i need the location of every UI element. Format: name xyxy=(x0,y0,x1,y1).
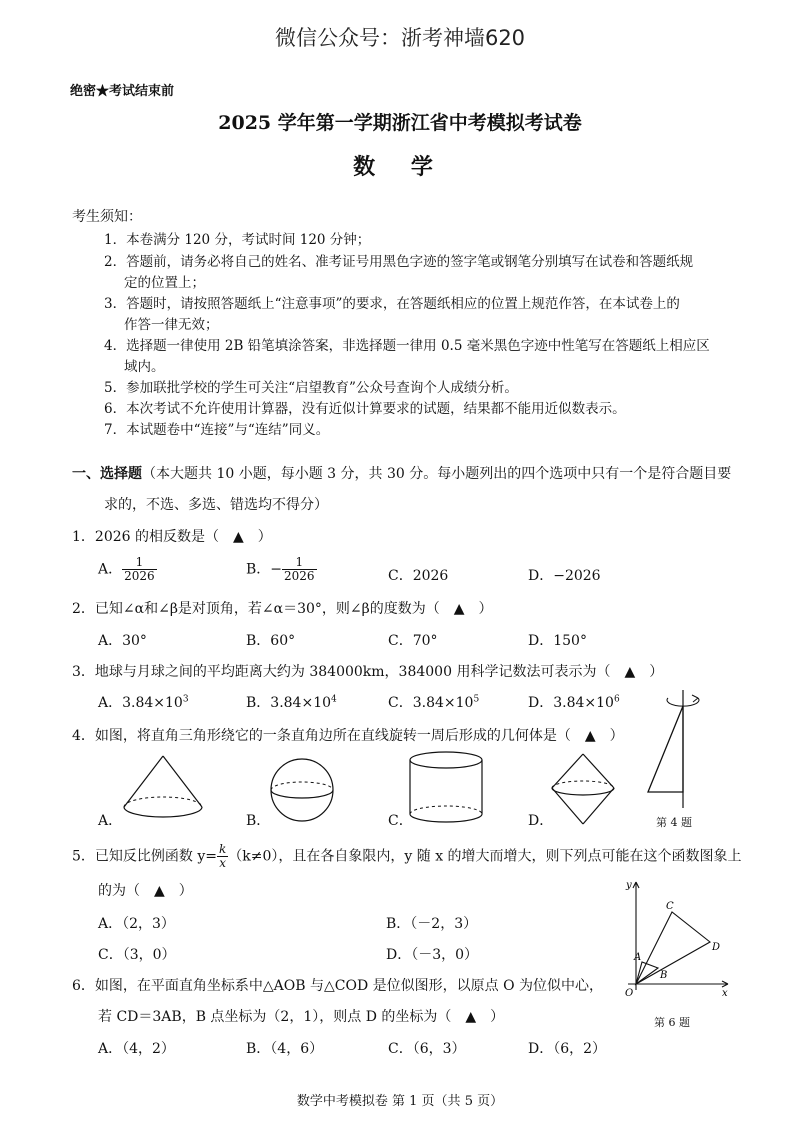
q1-stem: 1．2026 的相反数是（ ▲ ） xyxy=(72,529,272,545)
section-label: 一、选择题 xyxy=(72,466,142,482)
subject-title: 数 学 xyxy=(353,154,447,180)
q6-axis-x-label: x xyxy=(722,988,728,999)
exam-title: 2025 学年第一学期浙江省中考模拟考试卷 xyxy=(218,112,582,134)
q2-option-c: C．70° xyxy=(388,633,438,649)
watermark-header: 微信公众号：浙考神墙620 xyxy=(274,26,526,50)
q4-option-a: A． xyxy=(98,813,123,829)
q3-stem: 3．地球与月球之间的平均距离大约为 384000km，384000 用科学记数法可表示为（ ▲ ） xyxy=(72,664,664,680)
q2-stem: 2．已知∠α和∠β是对顶角，若∠α＝30°，则∠β的度数为（ ▲ ） xyxy=(72,601,493,617)
notice-item: 1．本卷满分 120 分，考试时间 120 分钟； xyxy=(104,232,371,248)
section-desc-cont: 求的，不选、多选、错选均不得分） xyxy=(104,497,328,513)
confidential-label: 绝密★考试结束前 xyxy=(70,84,175,99)
q6-axis-y-label: y xyxy=(626,880,632,891)
q4-option-d: D． xyxy=(528,813,554,829)
notice-item: 2．答题前，请务必将自己的姓名、准考证号用黑色字迹的签字笔或钢笔分别填写在试卷和答题纸规 xyxy=(104,254,694,270)
q5-stem: 5．已知反比例函数 y= $\frac{k}{x}$ （k≠0），且在各自象限内，y 随 x 的增大而增大，则下列点可能在这个函数图象上 xyxy=(72,842,742,870)
section-heading xyxy=(72,463,731,483)
q6-option-a: A．（4，2） xyxy=(98,1041,175,1057)
q1-option-d: D．−2026 xyxy=(528,568,601,584)
notice-item: 5．参加联批学校的学生可关注“启望教育”公众号查询个人成绩分析。 xyxy=(104,380,518,396)
q6-option-d: D．（6，2） xyxy=(528,1041,607,1057)
q2-option-a: A．30° xyxy=(98,633,147,649)
q1-option-c: C．2026 xyxy=(388,568,449,584)
q3-option-c: C．$3.84\times 10^5$ xyxy=(388,694,480,711)
q6-point-o: O xyxy=(625,988,634,999)
q4-option-b: B． xyxy=(246,813,271,829)
notice-item: 定的位置上； xyxy=(124,275,205,291)
q5-option-d: D．（－3，0） xyxy=(386,947,479,963)
q6-option-b: B．（4，6） xyxy=(246,1041,324,1057)
q6-coordinate-figure xyxy=(618,878,738,998)
q2-option-d: D．150° xyxy=(528,633,587,649)
q6-point-b: B xyxy=(660,970,668,981)
q6-point-a: A xyxy=(634,952,642,963)
sphere-icon xyxy=(266,756,338,824)
notice-heading: 考生须知： xyxy=(72,209,142,225)
page-footer: 数学中考模拟卷 第 1 页（共 5 页） xyxy=(296,1094,504,1109)
notice-item: 6．本次考试不允许使用计算器，没有近似计算要求的试题，结果都不能用近似数表示。 xyxy=(104,401,626,417)
q4-option-c: C． xyxy=(388,813,413,829)
q5-option-a: A．（2，3） xyxy=(98,916,175,932)
q3-option-b: B．$3.84\times 10^4$ xyxy=(246,694,337,711)
q6-point-d: D xyxy=(712,942,721,953)
q6-point-c: C xyxy=(666,901,674,912)
cylinder-icon xyxy=(406,750,486,828)
q4-triangle-figure xyxy=(640,686,730,816)
notice-item: 域内。 xyxy=(124,359,165,375)
q6-stem-cont: 若 CD＝3AB，B 点坐标为（2，1），则点 D 的坐标为（ ▲ ） xyxy=(98,1009,505,1025)
q5-option-b: B．（－2，3） xyxy=(386,916,478,932)
q5-option-c: C．（3，0） xyxy=(98,947,176,963)
q3-option-d: D．$3.84\times 10^6$ xyxy=(528,694,620,711)
double-cone-icon xyxy=(548,750,618,828)
q6-caption: 第 6 题 xyxy=(654,1016,690,1029)
q4-caption: 第 4 题 xyxy=(656,816,692,829)
q5-stem-cont: 的为（ ▲ ） xyxy=(98,883,193,899)
q6-stem: 6．如图，在平面直角坐标系中△AOB 与△COD 是位似图形，以原点 O 为位似中心， xyxy=(72,978,604,994)
q6-option-c: C．（6，3） xyxy=(388,1041,466,1057)
q1-option-a: A． $\frac{1}{2026}$ xyxy=(98,555,155,583)
q1-option-b: B．− $\frac{1}{2026}$ xyxy=(246,555,315,583)
cone-icon xyxy=(118,752,208,822)
q4-stem: 4．如图，将直角三角形绕它的一条直角边所在直线旋转一周后形成的几何体是（ ▲ ） xyxy=(72,728,624,744)
q2-option-b: B．60° xyxy=(246,633,296,649)
notice-item: 3．答题时，请按照答题纸上“注意事项”的要求，在答题纸相应的位置上规范作答，在本试卷上的 xyxy=(104,296,680,312)
notice-item: 作答一律无效； xyxy=(124,317,219,333)
notice-item: 7．本试题卷中“连接”与“连结”同义。 xyxy=(104,422,330,438)
q3-option-a: A．$3.84\times 10^3$ xyxy=(98,694,189,711)
notice-item: 4．选择题一律使用 2B 铅笔填涂答案，非选择题一律用 0.5 毫米黑色字迹中性笔写在答题纸上相应区 xyxy=(104,338,710,354)
section-desc: （本大题共 10 小题，每小题 3 分，共 30 分。每小题列出的四个选项中只有一个是符合题目要 xyxy=(142,466,732,482)
